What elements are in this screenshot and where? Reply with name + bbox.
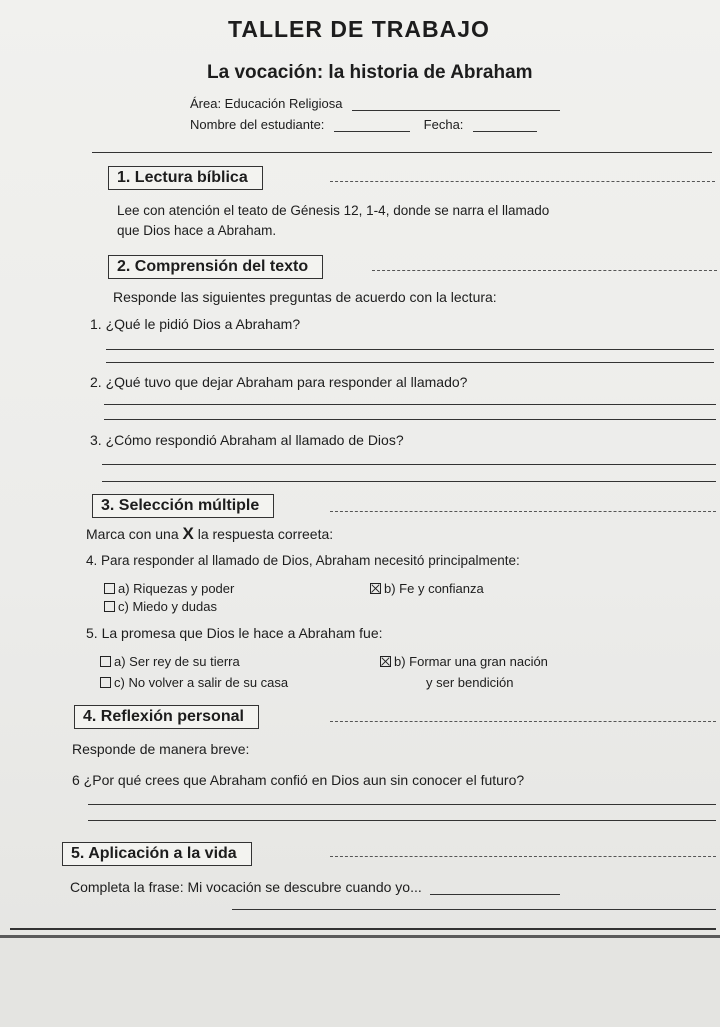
page-bottom-border	[10, 928, 716, 930]
section1-text-line1: Lee con atención el teato de Génesis 12, 1-4, donde se narra el llamado	[117, 203, 550, 218]
section3-instructions-post: la respuesta correeta:	[197, 526, 334, 542]
q4-option-c-checkbox[interactable]	[104, 601, 115, 612]
answer-line-6b[interactable]	[88, 820, 716, 821]
q4-option-b-checkbox-checked[interactable]	[370, 583, 381, 594]
section5-blank-2[interactable]	[232, 909, 716, 910]
q4-option-a[interactable]	[104, 581, 234, 596]
section5-prompt-text: Completa la frase: Mi vocación se descubre cuando yo...	[70, 879, 422, 895]
student-name-row	[190, 117, 537, 132]
answer-line-2a[interactable]	[104, 404, 716, 405]
section2-heading: 2. Comprensión del texto	[108, 255, 323, 279]
section4-heading: 4. Reflexión personal	[74, 705, 259, 729]
section1-dash-line	[330, 181, 715, 182]
section5-heading: 5. Aplicación a la vida	[62, 842, 252, 866]
area-blank[interactable]	[352, 110, 560, 111]
q4-option-a-label: a) Riquezas y poder	[118, 581, 235, 596]
question-4: 4. Para responder al llamado de Dios, Abraham necesitó principalmente:	[86, 553, 520, 568]
section2-instructions: Responde las siguientes preguntas de acuerdo con la lectura:	[113, 289, 497, 305]
q5-option-c-label: c) No volver a salir de su casa	[114, 675, 289, 690]
question-2: 2. ¿Qué tuvo que dejar Abraham para responder al llamado?	[90, 374, 468, 390]
q5-option-b[interactable]	[380, 654, 548, 669]
area-label-text: Área: Educación Religiosa	[190, 96, 343, 111]
q5-option-a[interactable]	[100, 654, 240, 669]
q5-option-b-checkbox-checked[interactable]	[380, 656, 391, 667]
q5-option-c[interactable]	[100, 675, 288, 690]
section5-dash-line	[330, 856, 716, 857]
answer-line-2b[interactable]	[104, 419, 716, 420]
section4-instructions: Responde de manera breve:	[72, 741, 250, 757]
worksheet-subtitle: La vocación: la historia de Abraham	[207, 62, 533, 83]
question-1: 1. ¿Qué le pidió Dios a Abraham?	[90, 316, 301, 332]
section3-dash-line	[330, 511, 716, 512]
answer-line-1a[interactable]	[106, 349, 714, 350]
section1-text-line2: que Dios hace a Abraham.	[117, 223, 277, 238]
section3-instructions	[86, 524, 333, 544]
q5-option-a-checkbox[interactable]	[100, 656, 111, 667]
question-5: 5. La promesa que Dios le hace a Abraham fue:	[86, 625, 383, 641]
q5-option-a-label: a) Ser rey de su tierra	[114, 654, 240, 669]
background-below-page	[0, 938, 720, 1027]
q5-option-c-checkbox[interactable]	[100, 677, 111, 688]
q4-option-c[interactable]	[104, 599, 217, 614]
answer-line-1b[interactable]	[106, 362, 714, 363]
section2-dash-line	[372, 270, 717, 271]
answer-line-3b[interactable]	[102, 481, 716, 482]
q5-option-b-label: b) Formar una gran nación	[394, 654, 548, 669]
q4-option-c-label: c) Miedo y dudas	[118, 599, 217, 614]
section3-instructions-pre: Marca con una	[86, 526, 179, 542]
date-label: Fecha:	[423, 117, 464, 132]
student-name-blank[interactable]	[334, 131, 410, 132]
question-3: 3. ¿Cómo respondió Abraham al llamado de Dios?	[90, 432, 404, 448]
q4-option-b[interactable]	[370, 581, 484, 596]
header-divider	[92, 152, 712, 153]
student-name-label: Nombre del estudiante:	[190, 117, 325, 132]
question-6: 6 ¿Por qué crees que Abraham confió en Dios aun sin conocer el futuro?	[72, 772, 525, 788]
section5-prompt	[70, 879, 560, 895]
q4-option-b-label: b) Fe y confianza	[384, 581, 484, 596]
answer-line-6a[interactable]	[88, 804, 716, 805]
worksheet-title: TALLER DE TRABAJO	[228, 16, 490, 42]
q4-option-a-checkbox[interactable]	[104, 583, 115, 594]
q5-option-b-continuation: y ser bendición	[426, 675, 514, 690]
date-blank[interactable]	[473, 131, 537, 132]
section5-blank-1[interactable]	[430, 894, 560, 895]
answer-line-3a[interactable]	[102, 464, 716, 465]
section3-heading: 3. Selección múltiple	[92, 494, 274, 518]
section1-heading: 1. Lectura bíblica	[108, 166, 263, 190]
x-mark-symbol: X	[182, 524, 194, 543]
area-label	[190, 96, 560, 111]
section4-dash-line	[330, 721, 716, 722]
